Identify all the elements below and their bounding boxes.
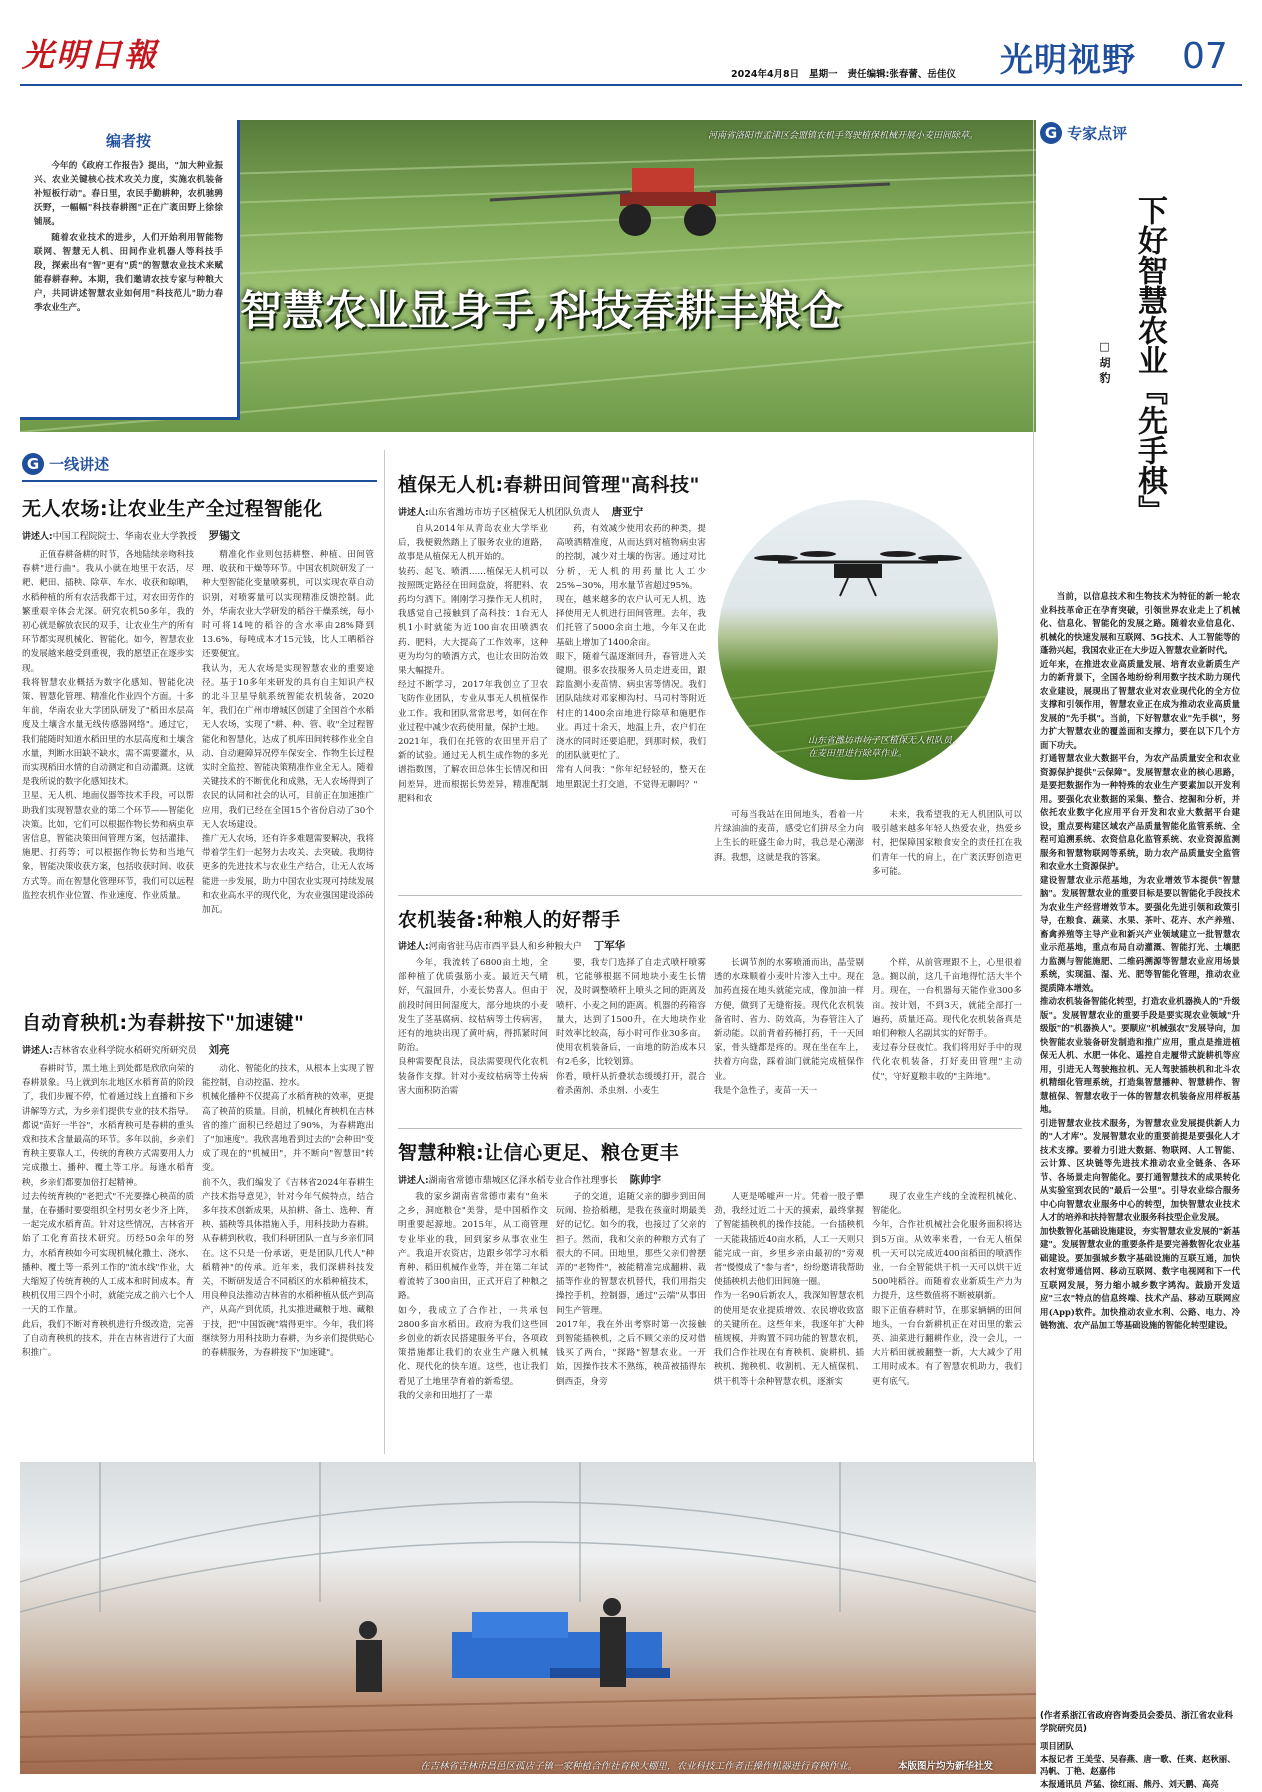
a4-col4: 个样，从前管理跟不上，心里很着急。搁以前，这几千亩地得忙活大半个月。现在，一台机器每天能作业300多亩。按计划，不到3天，就能全部打一遍药，质量还高。现代化农机装备真是咱们种粮人名副其实的好帮手。 麦过春分昼夜忙。我们将用好手中的现代化农机装备，打好麦田管理"主动仗"，守好夏粮丰收的"主阵地"。 xyxy=(872,958,1022,1082)
editor-note-p2: 随着农业技术的进步，人们开始利用智能物联网、智慧无人机、田间作业机器人等科技手段，探索出有"智"更有"质"的智慧农业技术来赋能春耕春种。本期，我们邀请农技专家与种粮大户，共同讲述智慧农业如何用"科技范儿"助力春季农业生产。 xyxy=(34,233,223,313)
expert-author: □ 胡 豹 xyxy=(1098,340,1111,383)
a2-speaker xyxy=(22,1042,230,1057)
editor-note-label: 编者按 xyxy=(105,132,151,150)
section-title: 光明视野 xyxy=(1000,40,1136,79)
a1-col1: 正值春耕备耕的时节，各地陆续亲吻科技春耕"进行曲"。我从小就在地里干农活，尽耙、耙田、插秧、除草、车水、收获和晾晒，水稻种植的所有农活我都干过，对农田劳作的繁重艰辛体会尤深。研究农机50多年，我的初心就是解放农民的双手，让农业生产的所有环节都实现机械化、智能化。如今，智慧农业的发展越来越受到重视，我的愿望正在逐步实现。 我将智慧农业概括为数字化感知、智能化决策、智慧化管理、精准化作业四个方面。十多年前，华南农业大学团队研发了"稻田水层高度及土壤含水量无线传感器网络"。通过它，我们能随时知道水稻田里的水层高度和土壤含水量，判断水田缺不缺水，需不需要灌水，从而实现稻田水情的自动测定和自动灌溉。这就是我所说的数字化感知技术。 卫星、无人机、地面仪器等技术手段，可以帮助我们实现智慧农业的第二个环节——智能化决策。比如，它们可以根据作物长势和病虫草害信息，智能决策田间管理方案，包括灌排、施肥、打药等；可以根据作物长势和当地气象，智能决策收获方案，包括收获时间、收获方式等。而在智慧化管理环节，我们可以远程监控农机作业位置、作业速度、作业质量。 xyxy=(22,550,194,901)
a5-col4: 现了农业生产线的全流程机械化、智能化。 今年，合作社机械社会化服务面积将达到5万亩。从效率来看，一台无人植保机一天可以完成近400亩稻田的喷洒作业，一台全智能烘干机一天可以烘干近500吨稻谷。而随着农业新质生产力为力提升，这些数值将不断被刷新。 眼下正值春耕时节，在那家辆辆的田间地头，一台台新耕机正在对田里的紫云英、油菜进行翻耕作业，没一会儿，一大片稻田就被翻整一新，大大减少了用工用时成本。有了智慧农机助力，我们更有底气。 xyxy=(872,1192,1022,1387)
expert-affiliation: (作者系浙江省政府咨询委员会委员、浙江省农业科学院研究员) xyxy=(1040,1711,1233,1734)
greenhouse-caption: 在吉林省吉林市昌邑区孤店子镇一家种植合作社育秧大棚里，农业科技工作者正操作机器进行育秧作业。 xyxy=(420,1761,858,1772)
hero-title: 智慧农业显身手,科技春耕丰粮仓 xyxy=(240,286,843,335)
a2-name: 刘亮 xyxy=(208,1044,230,1056)
a5-speaker xyxy=(398,1172,661,1187)
a3-speaker-desc: 山东省潍坊市坊子区植保无人机团队负责人 xyxy=(428,508,600,518)
frontline-bar xyxy=(22,480,377,482)
greenhouse-graphic xyxy=(20,1462,1036,1774)
g-logo-icon: G xyxy=(1040,122,1062,144)
a3-col1: 自从2014年从青岛农业大学毕业后，我便毅然踏上了服务农业的道路，故事是从植保无人机开始的。 装药、起飞、喷洒……植保无人机可以按照既定路径在田间盘旋，将肥料、农药均匀洒下。刚刚学习操作无人机时，我感觉自己接触到了高科技：1台无人机1小时就能为近100亩农田喷洒农药、肥料，大大提高了工作效率，这种更为均匀的喷洒方式，也让农田防治效果大幅提升。 经过不断学习，2017年我创立了卫农飞防作业团队，专业从事无人机植保作业工作。我和团队常常思考，如何在作业过程中减少农药使用量，保护土地。 2021年，我们在托管的农田里开启了新的试验。通过无人机生成作物的多光谱指数图，了解农田总体生长情况和田间差异，进而根据长势差异，精准配制肥料和农 xyxy=(398,524,548,804)
masthead-logo: 光明日報 xyxy=(22,36,159,74)
frontline-header xyxy=(22,453,109,475)
team-label: 项目团队 xyxy=(1040,1741,1074,1751)
a1-speaker xyxy=(22,528,240,543)
a4-col3: 长调节剂的水雾喷涌而出，晶莹剔透的水珠顺着小麦叶片渗入土中。现在加药直接在地头就能完成，像加油一样方便，做到了无缝衔接。现代化农机装备省时、省力、防效高，为春管注入了新动能。以前背着药桶打药，千一天回家，骨头缝都是疼的。现在坐在车上，扶着方向盘，踩着油门就能完成植保作业。 我是个急性子，麦苗一天一 xyxy=(714,958,864,1096)
seeding-machine xyxy=(452,1612,670,1678)
a1-speaker-label: 讲述人: xyxy=(22,532,53,542)
a5-top-rule xyxy=(398,1128,1022,1129)
a4-col1: 今年，我流转了6800亩土地，全部种植了优质强筋小麦。最近天气晴好，气温回升，小麦长势喜人。但由于前段时间田间湿度大，部分地块的小麦发生了茎基腐病、纹枯病等土传病害，还有的地块出现了黄叶病，得抓紧时间防治。 良种需要配良法，良法需要现代化农机装备作支撑。针对小麦纹枯病等土传病害大面积防治需 xyxy=(398,958,548,1096)
a1-name: 罗锡文 xyxy=(208,530,241,542)
drone-caption: 山东省潍坊市坊子区植保无人机队员，在麦田里进行除草作业。 xyxy=(808,736,962,759)
a2-speaker-desc: 吉林省农业科学院水稻研究所研究员 xyxy=(52,1046,197,1056)
a4-speaker xyxy=(398,938,625,953)
date: 2024年4月8日 xyxy=(731,69,800,80)
a3-col4: 未来，我希望我的无人机团队可以吸引越来越多年轻人热爱农业，热爱乡村，把保障国家粮食安全的责任扛在我们青年一代的肩上，在广袤沃野创造更多可能。 xyxy=(872,810,1022,877)
a4-speaker-label: 讲述人: xyxy=(398,942,429,952)
a2-title: 自动育秧机:为春耕按下"加速键" xyxy=(22,1012,305,1034)
weekday: 星期一 xyxy=(809,69,838,80)
a1-title: 无人农场:让农业生产全过程智能化 xyxy=(22,498,323,520)
masthead-rule xyxy=(20,84,1242,86)
a2-col1: 春耕时节，黑土地上到处都是欣欣向荣的春耕景象。马上就到东北地区水稻育苗的阶段了，我们步履不停，忙着通过线上直播和下乡讲解等方式，为乡亲们提供专业的技术指导。 都说"苗好一半谷"，水稻育秧可是春耕的重头戏和技术含量最高的环节。多年以前，乡亲们育秧主要靠人工，传统的育秧方式需要用人力完成撒土、播种、覆土等工序。每逢水稻育秧，乡亲们都要加倍打起精神。 过去传统育秧的"老把式"不光要操心秧苗的质量，在春播时要耍组织全村男女老少齐上阵，一起完成水稻育苗。针对这些情况，吉林省开始了工化育苗技术研究。历经50余年的努力，水稻育秧如今可实现机械化撒土、浇水、播种、覆土等一系列工作的"流水线"作业，大大缩短了传统育秧的人工成本和时间成本。育秧机仅用三四个小时，就能完成之前六七个人一天的工作量。 此后，我们不断对育秧机进行升级改造，完善了自动育秧机的技术，并在吉林省进行了大面积推广。 xyxy=(22,1064,194,1359)
expert-header xyxy=(1040,122,1127,144)
a2-speaker-label: 讲述人: xyxy=(22,1046,53,1056)
a3-col2: 药，有效减少使用农药的种类，提高喷洒精准度，从而达到对植物病虫害的控制，减少对土壤的伤害。通过对比分析，无人机的用药量比人工少25%~30%，用水量节省超过95%。 现在，越来越多的农户认可无人机，选择使用无人机进行田间管理。去年，我们托管了5000余亩土地，今年又在此基础上增加了1400余亩。 眼下，随着气温逐渐回升，春管进入关键期。很多农技服务人员走进麦田，跟踪监测小麦苗情、病虫害等情况。我们团队陆续对邓家柳沟村、马司村等附近村庄的1400余亩地进行除草和施肥作业。再过十余天，地温上升，农户们在浇水的同时还要追肥，到那时候，我们的团队就更忙了。 常有人问我："你年纪轻轻的，整天在地里跟泥土打交道，不觉得无聊吗？" xyxy=(556,524,706,790)
expert-section-label: 专家点评 xyxy=(1067,124,1128,143)
a4-col2: 要，我专门选择了自走式喷杆喷雾机，它能够根据不同地块小麦生长情况，及时调整喷杆上喷头之间的距离及喷杆、小麦之间的距离。机器的药箱容量大，达到了1500升，在大地块作业时效率比较高，每小时可作业30多亩。使用农机装备后，一亩地的防治成本只有2毛多，比较划算。 你看，喷杆从折叠状态缓缓打开，混合着杀菌剂、杀虫剂、小麦生 xyxy=(556,958,706,1096)
a3-col3: 可每当我站在田间地头，看着一片片绿油油的麦苗，感受它们拼尽全力向上生长的旺盛生命力时，我总是心潮澎湃。我想，这就是我的答案。 xyxy=(714,810,864,863)
editor-note-p1: 今年的《政府工作报告》提出，"加大种业振兴、农业关键核心技术攻关力度，实施农机装备补短板行动"。春日里，农民手勤耕种，农机驰骋沃野，一幅幅"科技春耕图"正在广袤田野上徐徐铺展。 xyxy=(34,161,223,227)
a5-col1: 我的家乡湖南省常德市素有"鱼米之乡，洞庭粮仓"美誉，是中国稻作文明重要起源地。2015年，从工商管理专业毕业的我，回到家乡从事农业生产。我追开农资店，边跟乡邻学习水稻育种、稻田机械作业等，并在第二年试着流转了300亩田，正式开启了种粮之路。 如今，我成立了合作社，一共承包2800多亩水稻田。政府为我们这些回乡创业的新农民搭建服务平台，各项政策措施都让我们的农业生产融入机械化、现代化的快车道。这些，也让我们看见了土地里孕育着的新希望。 我的父亲和田地打了一辈 xyxy=(398,1192,548,1401)
column-divider xyxy=(384,450,385,1454)
a5-col3: 人更是唏嘘声一片。凭着一股子犟劲，我经过近二十天的摸索，最终掌握了智能插秧机的操作技能。一台插秧机一天能栽插近40亩水稻，人工一天则只能完成一亩，乡里乡亲由最初的"旁观者"慢慢成了"参与者"，纷纷邀请我帮助使插秧机去他们田间施一圈。 作为一名90后新农人，我深知智慧农机的使用是农业提质增效、农民增收致富的关键所在。这些年来，我逐年扩大种植规模，并购置不同功能的智慧农机，我们合作社现在有育秧机、旋耕机、插秧机、抛秧机、收割机、无人植保机、烘干机等十余种智慧农机，逐渐实 xyxy=(714,1192,864,1387)
editor-note xyxy=(20,120,240,420)
a3-speaker-label: 讲述人: xyxy=(398,508,429,518)
a4-speaker-desc: 河南省驻马店市西平县人和乡种粮大户 xyxy=(428,942,582,952)
greenhouse-photo xyxy=(20,1462,1036,1774)
page-number: 07 xyxy=(1182,36,1228,77)
team-correspondents: 本报通讯员 芦猛、徐红雨、熊丹、刘天鹏、高亮 xyxy=(1040,1778,1219,1789)
g-logo-icon: G xyxy=(22,453,44,475)
hero-caption: 河南省洛阳市孟津区会盟镇农机手驾驶植保机械开展小麦田间除草。 xyxy=(708,131,979,141)
frontline-section-label: 一线讲述 xyxy=(49,455,110,474)
a1-speaker-desc: 中国工程院院士、华南农业大学教授 xyxy=(52,532,197,542)
expert-body: 当前，以信息技术和生物技术为特征的新一轮农业科技革命正在孕育突破，引领世界农业走上了机械化、信息化、智能化的发展之路。随着农业信息化、机械化的快速发展和互联网、5G技术、人工智能等的蓬勃兴起，我国农业正在大步迈入智慧农业新时代。 近年来，在推进农业高质量发展、培育农业新质生产力的新背景下，全国各地纷纷利用数字技术助力现代农业建设，展现出了智慧农业对农业现代化的全方位支撑和引领作用，智慧农业正在成为推动农业高质量发展的"先手棋"。当前，下好智慧农业"先手棋"，努力扩大智慧农业的覆盖面和支撑力，要在以下几个方面下功夫。 打通智慧农业大数据平台，为农产品质量安全和农业资源保护提供"云保障"。发展智慧农业的核心思路，是要把数据作为一种特殊的农业生产要素加以开发利用。要强化农业数据的采集、整合、挖掘和分析，并依托农业数字化应用平台开发和农业大数据平台建设，重点要构建区域农产品质量智能化监管系统、全程可追溯系统、农资信息化监管系统、农业资源监测服务和智慧物联网等系统，助力农产品质量安全监管和农业水土资源保护。 建设智慧农业示范基地，为农业增效节本提供"智慧脑"。发展智慧农业的重要目标是要以智能化手段技术为农业生产经营增效节本。要强化先进引领和政策引导，在粮食、蔬菜、水果、茶叶、花卉、水产养殖、畜禽养殖等主导产业和新兴产业领域建立一批智慧农业示范基地，重点布局自动灌溉、智能打光、土壤肥力监测与智能施肥、二维码溯源等智慧农业应用场景系统，实现温、湿、光、肥等智能化管理，推动农业提质降本增效。 推动农机装备智能化转型，打造农业机器换人的"升级版"。发展智慧农业的重要手段是要实现农业领域"升级版"的"机器换人"。要顺应"机械强农"发展导向，加快智能农业装备研发制造和推广应用，重点是推进植保无人机、水肥一体化、遥控自走履带式旋耕机等应用，引进无人驾驶拖拉机、无人驾驶插秧机和北斗农机精细化管理系统，打造集智慧播种、智慧耕作、智慧植保、智慧农收于一体的智慧农机装备应用样板基地。 引进智慧农业技术服务，为智慧农业发展提供新人力的"人才库"。发展智慧农业的重要前提是要强化人才技术支撑。要着力引进大数据、物联网、人工智能、云计算、区块链等先进技术推动农业全链条、各环节、各场景走向智能化。要打通智慧技术的成果转化从实验室到农民的"最后一公里"。引导农业综合服务中心向智慧农业服务中心的转型，加快智慧农业技术人才的培养和扶持智慧农业服务科技型企业发展。 加快数智化基础设施建设，夯实智慧农业发展的"新基建"。发展智慧农业的重要条件是要完善数智化农业基础建设。要加强城乡数字基础设施的互联互通，加快农村宽带通信网、移动互联网、数字电视网和下一代互联网发展，努力缩小城乡数字鸿沟。鼓励开发适应"三农"特点的信息终端、技术产品、移动互联网应用(App)软件。加快推动农业水利、公路、电力、冷链物流、农产品加工等基础设施的智能化转型建设。 xyxy=(1040,591,1240,1330)
a3-speaker xyxy=(398,504,643,519)
a5-speaker-label: 讲述人: xyxy=(398,1176,429,1186)
a4-title: 农机装备:种粮人的好帮手 xyxy=(398,909,621,931)
a4-top-rule xyxy=(398,895,1022,896)
team-reporters: 本报记者 王美莹、吴春燕、唐一歌、任爽、赵秋丽、冯帆、丁艳、赵嘉伟 xyxy=(1040,1753,1236,1776)
a4-name: 丁军华 xyxy=(593,940,626,952)
photo-credit: 本版图片均为新华社发 xyxy=(898,1761,994,1772)
masthead-info xyxy=(731,66,956,80)
a2-col2: 动化、智能化的技术，从根本上实现了智能控制，自动控温、控水。 机械化播种不仅提高了水稻育秧的效率，更提高了秧苗的质量。目前，机械化育秧机在吉林省的推广面积已经超过了90%，为春耕跑出了"加速度"。我欣喜地看到过去的"会种田"变成了现在的"机械田"，并不断向"智慧田"转变。 前不久，我们编发了《吉林省2024年春耕生产技术指导意见》，针对今年气候特点，结合多年技术创新成果，从拍耕、备土、选种、育秧、插秧等具体措施入手，用科技助力春耕。 从春耕到秋收，我们科研团队一直与乡亲们同在。这不只是一份承诺，更是团队几代人"种稻精神"的传承。近年来，我们深耕科技发关，不断研发适合不同稻区的水稻种植技术，用良种良法推动吉林省的水稻种植从低产到高产，从高产到优质，扎实推进藏粮于地、藏粮于技，把"中国饭碗"端得更牢。今年，我们将继续努力用科技助力春耕，为乡亲们提供贴心的春耕服务，为春耕按下"加速键"。 xyxy=(202,1064,374,1359)
a3-title: 植保无人机:春耕田间管理"高科技" xyxy=(398,474,700,496)
team-box xyxy=(1040,1740,1240,1790)
a3-name: 唐亚宁 xyxy=(611,506,644,518)
sprayer-machine xyxy=(490,168,890,236)
a5-col2: 子的交道，追随父亲的脚步到田间玩闹、捡拾稻穗，是我在孩童时期最美好的记忆。如今的我，也接过了父亲的担子。然而，我和父亲的种粮方式有了很大的不同。田地里，那些父亲们曾摆弄的"老物件"，被能精准完成翻耕、栽插等作业的智慧农机替代，我们用指尖操控手机，控制器，通过"云端"从事田间生产管理。 2017年，我在外出考察时第一次接触到智能插秧机，之后不顾父亲的反对借钱买了两台，"探路"智慧农业。一开始，因操作技术不熟练，秧苗被插得东倒西歪，身旁 xyxy=(556,1192,706,1387)
editors: 责任编辑:张春蕾、岳佳仪 xyxy=(847,69,956,80)
a5-title: 智慧种粮:让信心更足、粮仓更丰 xyxy=(398,1142,680,1164)
expert-title: 下好智慧农业『先手棋』 xyxy=(1132,195,1167,525)
a5-name: 陈帅宇 xyxy=(629,1174,662,1186)
a5-speaker-desc: 湖南省常德市鼎城区亿泽水稻专业合作社理事长 xyxy=(428,1176,618,1186)
a1-col2: 精准化作业则包括耕整、种植、田间管理、收获和干燥等环节。中国农机院研发了一种大型智能化变量喷雾机，可以实现农草自动识别，对喷雾量可以实现精准反馈控制。此外，华南农业大学研发的稻谷干燥系统，每小时可将14吨的稻谷的含水率由28%降到13.6%，每吨成本才15元钱，比人工晒稻谷还要便宜。 我认为，无人农场是实现智慧农业的重要途径。基于10多年来研发的具有自主知识产权的北斗卫星导航系统智能农机装备，2020年，我们在广州市增城区创建了全国首个水稻无人农场，实现了"耕、种、管、收"全过程智能化和智慧化，达成了机库田间转移作业全自动、自动避障异况停车保安全、作物生长过程实时全监控、智能决策精准作业全无人。随着关键技术的不断优化和成熟，无人农场得到了农民的认同和社会的认可，目前正在加速推广应用，我们已经在全国15个省份启动了30个无人农场建设。 推广无人农场，还有许多难题需要解决，我将带着学生们一起努力去攻关、去突破。我期待更多的先进技术与农业生产结合，让无人农场能进一步发展，助力中国农业实现可持续发展和农业高水平的现代化，为农业强国建设添砖加瓦。 xyxy=(202,550,374,916)
